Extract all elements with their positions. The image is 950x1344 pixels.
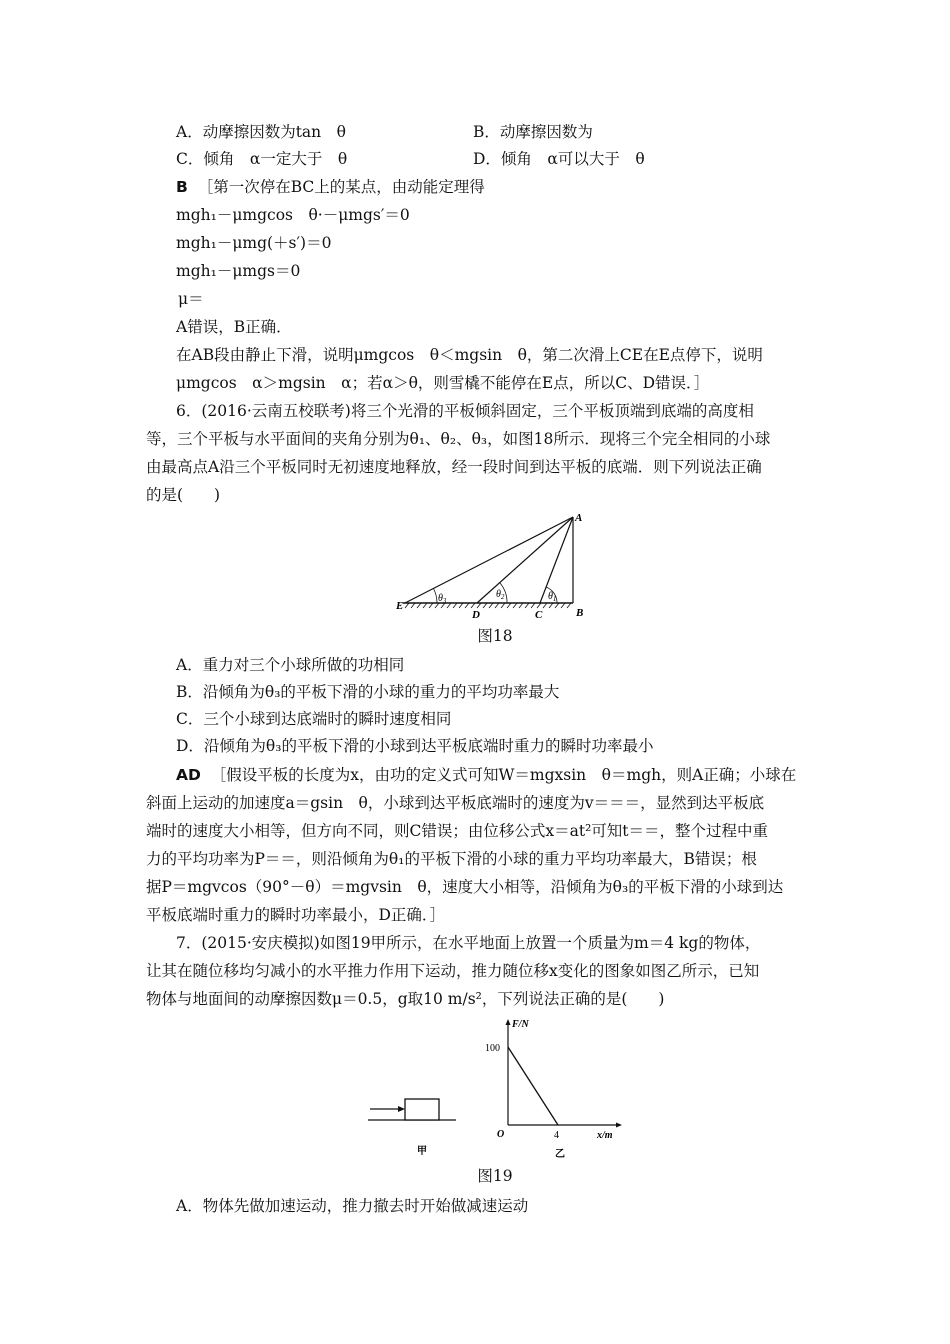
figure-19-caption: 图19 xyxy=(477,1167,513,1185)
q5-solution-line-8: μmgcos α＞mgsin α；若α＞θ，则雪橇不能停在E点，所以C、D错误．］ xyxy=(176,374,710,392)
angle-theta2-label: $\theta_2$ xyxy=(496,589,505,601)
q7-option-a: A．物体先做加速运动，推力撤去时开始做减速运动 xyxy=(176,1197,529,1215)
point-a-label: A xyxy=(575,512,583,524)
q6-option-d: D．沿倾角为θ₃的平板下滑的小球到达平板底端时重力的瞬时功率最小 xyxy=(176,737,654,755)
angle-theta1-label: $\theta_1$ xyxy=(548,591,557,603)
point-b-label: B xyxy=(576,607,584,619)
plane-ac xyxy=(540,517,573,603)
q5-answer-tag: B xyxy=(176,178,188,196)
force-displacement-graph xyxy=(506,1019,623,1128)
q5-solution-line-1: B ［第一次停在BC上的某点，由动能定理得 xyxy=(176,178,485,196)
point-d-label: D xyxy=(472,609,480,621)
q6-option-b: B．沿倾角为θ₃的平板下滑的小球的重力的平均功率最大 xyxy=(176,683,560,701)
q6-solution-line-5: 据P＝mgvcos（90°－θ）＝mgvsin θ，速度大小相等，沿倾角为θ₃的平板下滑的小球到达 xyxy=(146,878,784,896)
figure-19 xyxy=(360,1013,630,1163)
q6-stem-line-3: 由最高点A沿三个平板同时无初速度地释放，经一段时间到达平板的底端．则下列说法正确 xyxy=(146,458,762,476)
point-e-label: E xyxy=(396,600,404,612)
q6-solution-line-6: 平板底端时重力的瞬时功率最小，D正确．］ xyxy=(146,906,446,924)
q7-stem-line-1: 7．(2015·安庆模拟)如图19甲所示，在水平地面上放置一个质量为m＝4 kg的物体， xyxy=(176,934,761,952)
q5-solution-line-5: μ＝ xyxy=(178,290,204,308)
q7-stem-line-3: 物体与地面间的动摩擦因数μ＝0.5，g取10 m/s²，下列说法正确的是( ) xyxy=(146,990,665,1008)
q6-stem-line-4: 的是( ) xyxy=(146,486,221,504)
q5-option-a: A．动摩擦因数为tan θ xyxy=(176,123,346,141)
point-c-label: C xyxy=(535,609,543,621)
q6-stem-line-2: 等，三个平板与水平面间的夹角分别为θ₁、θ₂、θ₃，如图18所示．现将三个完全相同的小球 xyxy=(146,430,771,448)
angle-theta3-label: $\theta_3$ xyxy=(438,593,447,605)
plane-ad xyxy=(477,517,573,603)
q6-solution-line-3: 端时的速度大小相等，但方向不同，则C错误；由位移公式x＝at²可知t＝＝，整个过程中重 xyxy=(146,822,769,840)
q5-option-b: B．动摩擦因数为 xyxy=(473,123,593,141)
figure-19-jia-diagram xyxy=(368,1099,456,1120)
graph-y-tick-100: 100 xyxy=(485,1043,500,1054)
q6-solution-line-1: AD ［假设平板的长度为x，由功的定义式可知W＝mgxsin θ＝mgh，则A正确；小球在 xyxy=(176,766,797,784)
q5-solution-line-3: mgh₁－μmg(＋s′)＝0 xyxy=(176,234,332,252)
q6-option-a: A．重力对三个小球所做的功相同 xyxy=(176,656,405,674)
q6-option-c: C．三个小球到达底端时的瞬时速度相同 xyxy=(176,710,452,728)
graph-x-tick-4: 4 xyxy=(554,1130,559,1141)
figure-19-jia-label: 甲 xyxy=(417,1146,427,1157)
force-line xyxy=(508,1047,558,1125)
q5-solution-line-2: mgh₁－μmgcos θ·－μmgs′＝0 xyxy=(176,206,410,224)
q5-solution-line-4: mgh₁－μmgs＝0 xyxy=(176,262,301,280)
figure-18-caption: 图18 xyxy=(477,627,513,645)
figure-18 xyxy=(385,505,605,625)
q5-solution-line-6: A错误，B正确． xyxy=(176,318,292,336)
q5-option-d: D．倾角 α可以大于 θ xyxy=(473,150,645,168)
graph-y-axis-label: F/N xyxy=(512,1019,529,1030)
figure-19-yi-label: 乙 xyxy=(555,1149,565,1160)
q5-option-c: C．倾角 α一定大于 θ xyxy=(176,150,348,168)
q5-solution-line-7: 在AB段由静止下滑，说明μmgcos θ＜mgsin θ，第二次滑上CE在E点停下，说明 xyxy=(176,346,763,364)
graph-origin-label: O xyxy=(497,1129,505,1140)
q6-answer-tag: AD xyxy=(176,766,201,784)
graph-x-axis-label: x/m xyxy=(597,1130,613,1141)
q6-stem-line-1: 6．(2016·云南五校联考)将三个光滑的平板倾斜固定，三个平板顶端到底端的高度相 xyxy=(176,402,754,420)
q6-solution-line-4: 力的平均功率为P＝＝，则沿倾角为θ₁的平板下滑的小球的重力平均功率最大，B错误；根 xyxy=(146,850,757,868)
q6-solution-line-2: 斜面上运动的加速度a＝gsin θ，小球到达平板底端时的速度为v＝＝＝，显然到达平板底 xyxy=(146,794,765,812)
q7-stem-line-2: 让其在随位移均匀减小的水平推力作用下运动，推力随位移x变化的图象如图乙所示，已知 xyxy=(146,962,760,980)
